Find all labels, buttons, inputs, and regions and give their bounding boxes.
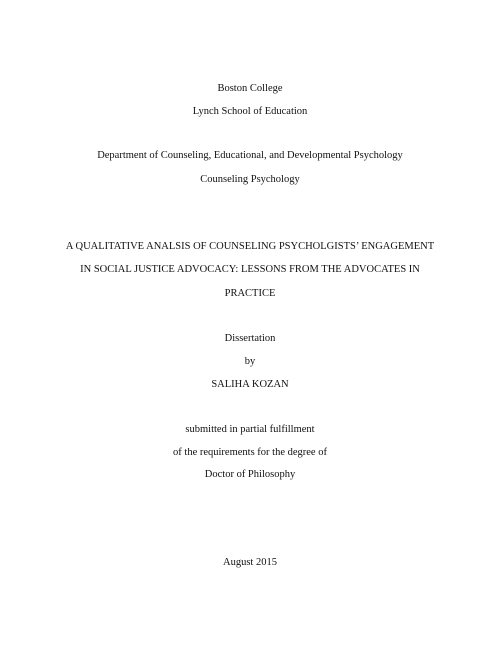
institution-name: Boston College <box>217 83 283 94</box>
school-name: Lynch School of Education <box>192 106 308 117</box>
dissertation-title-line: A QUALITATIVE ANALSIS OF COUNSELING PSYCHOLGISTS’ ENGAGEMENT <box>65 241 435 252</box>
degree-name: Doctor of Philosophy <box>204 469 296 480</box>
dissertation-title-line: IN SOCIAL JUSTICE ADVOCACY: LESSONS FROM THE ADVOCATES IN <box>80 264 420 275</box>
program-name: Counseling Psychology <box>200 174 300 185</box>
department-name: Department of Counseling, Educational, and Developmental Psychology <box>97 150 403 161</box>
submission-date: August 2015 <box>223 557 277 568</box>
document-type: Dissertation <box>224 333 276 344</box>
author-name: SALIHA KOZAN <box>211 379 289 390</box>
submission-statement-line: submitted in partial fulfillment <box>185 424 315 435</box>
submission-statement-line: of the requirements for the degree of <box>173 447 327 458</box>
dissertation-title-line: PRACTICE <box>224 288 276 299</box>
by-label: by <box>244 356 256 367</box>
